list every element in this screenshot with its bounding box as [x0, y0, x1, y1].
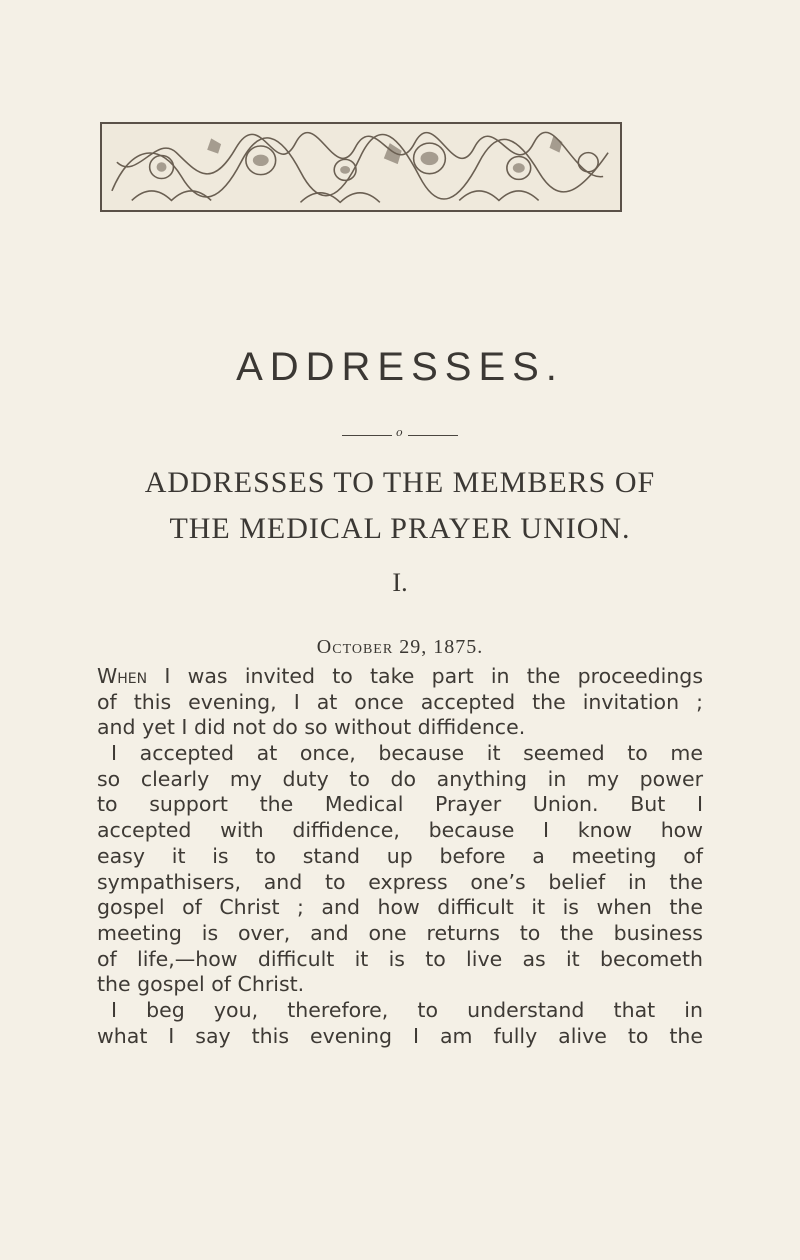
text-line: accepted with diffidence, because I know how	[97, 818, 703, 843]
date-month: October	[316, 636, 394, 658]
text-line: so clearly my duty to do anything in my power	[97, 766, 703, 791]
text-line: to support the Medical Prayer Union. But I	[97, 792, 703, 817]
chapter-numeral: I.	[392, 568, 408, 597]
text-line: meeting is over, and one returns to the business	[97, 920, 703, 945]
rule-right	[408, 435, 458, 436]
text-line: and yet I did not do so without diffidence.	[97, 715, 526, 740]
section-heading-line-2: THE MEDICAL PRAYER UNION.	[169, 512, 631, 545]
text-line: I beg you, therefore, to understand that in	[111, 997, 703, 1022]
text-line	[97, 664, 703, 690]
body-text	[97, 664, 703, 1049]
text-line-content: I was invited to take part in the proceedings	[147, 664, 703, 688]
rule-left	[342, 435, 392, 436]
section-heading-line-1: ADDRESSES TO THE MEMBERS OF	[144, 466, 656, 499]
ornament-glyph: o	[396, 426, 403, 439]
ornament-rule	[340, 426, 460, 440]
drop-word: When	[97, 664, 148, 688]
floral-engraving-icon	[102, 124, 620, 210]
decorative-headpiece	[100, 122, 622, 212]
date-rest: 29, 1875.	[393, 636, 484, 658]
page-title: ADDRESSES.	[236, 345, 564, 389]
text-line: sympathisers, and to express one’s belief in the	[97, 869, 703, 894]
text-line: what I say this evening I am fully alive to the	[97, 1023, 703, 1048]
text-line: of life,—how difficult it is to live as it becometh	[97, 946, 703, 971]
text-line: of this evening, I at once accepted the invitation ;	[97, 689, 703, 714]
text-line: the gospel of Christ.	[97, 972, 305, 997]
text-line: gospel of Christ ; and how difficult it is when the	[97, 895, 703, 920]
dateline	[0, 636, 800, 659]
text-line: I accepted at once, because it seemed to me	[111, 741, 703, 766]
text-line: easy it is to stand up before a meeting of	[97, 843, 703, 868]
